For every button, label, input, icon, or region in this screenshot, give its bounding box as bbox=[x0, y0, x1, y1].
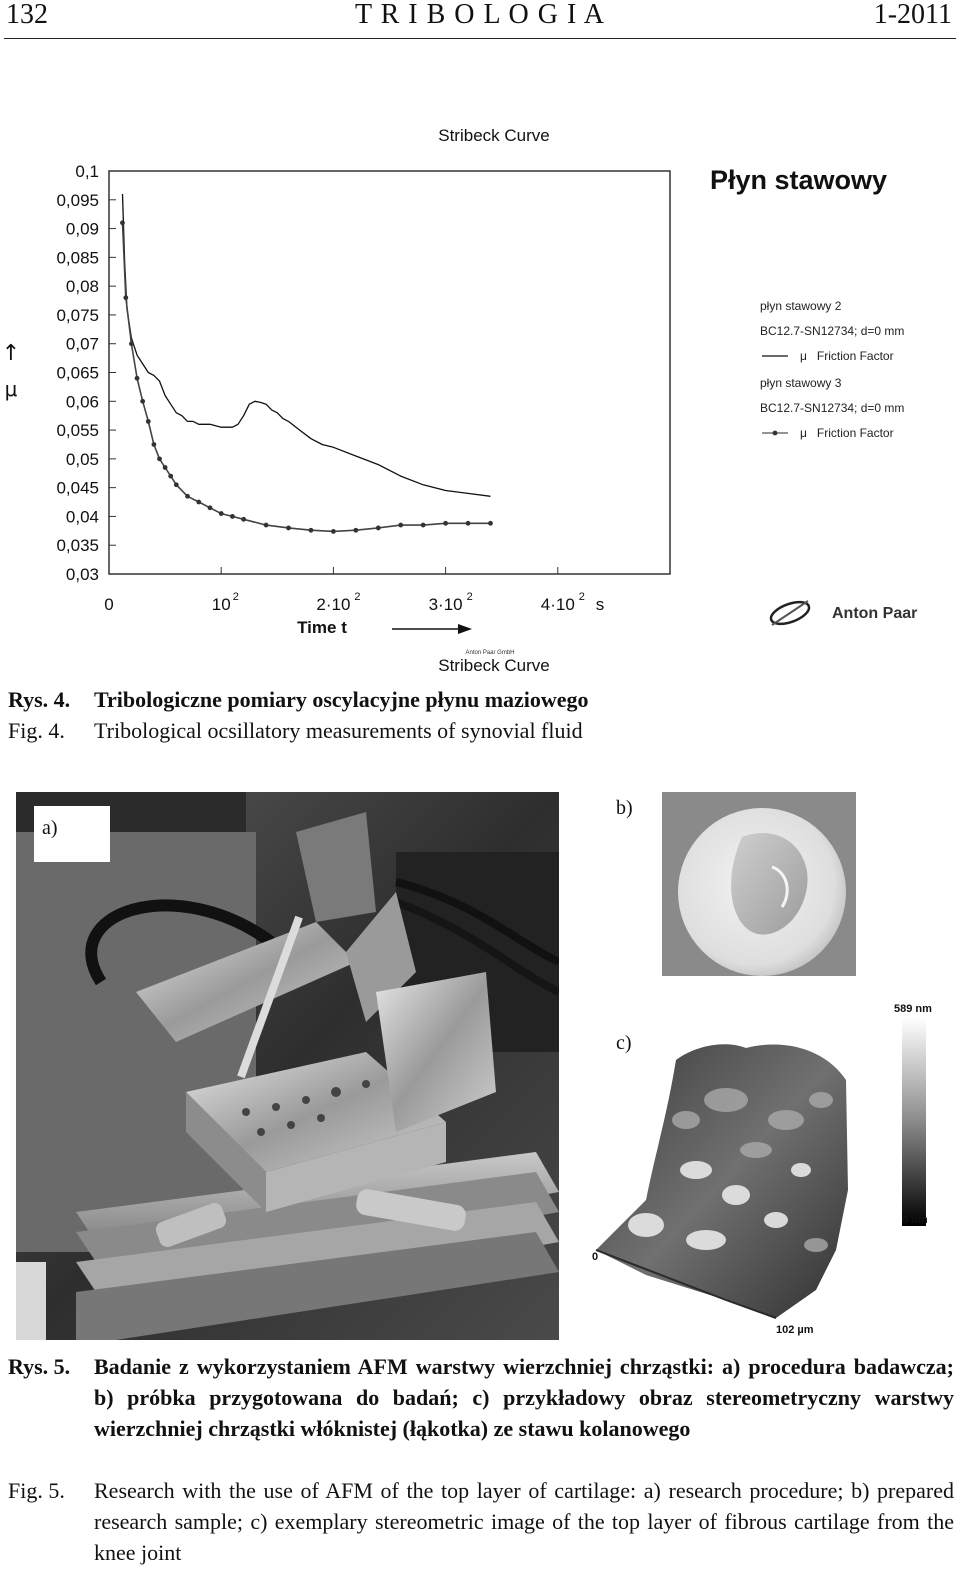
series-2-point bbox=[398, 523, 403, 528]
series-2-point bbox=[168, 474, 173, 479]
series-2-point bbox=[230, 514, 235, 519]
series-2-point bbox=[488, 521, 493, 526]
photo-prepared-sample bbox=[662, 792, 856, 976]
fig4-caption-en-label: Fig. 4. bbox=[8, 718, 65, 743]
legend-series-1-entry: μ Friction Factor bbox=[800, 349, 894, 363]
tribometer-illustration bbox=[16, 792, 559, 1340]
y-axis-arrow: ↑ bbox=[1, 341, 21, 366]
legend-series-2-entry: μ Friction Factor bbox=[800, 426, 894, 440]
header-rule bbox=[4, 38, 956, 39]
series-2-point bbox=[146, 419, 151, 424]
y-tick-label: 0,07 bbox=[65, 334, 99, 354]
fig5-caption-pl-label-text: Rys. 5. bbox=[8, 1354, 71, 1379]
legend-series-2-marker bbox=[773, 431, 778, 436]
stribeck-chart bbox=[0, 110, 960, 680]
legend-series-2-detail: BC12.7-SN12734; d=0 mm bbox=[760, 401, 905, 415]
series-2-point bbox=[196, 500, 201, 505]
legend-series-1-detail: BC12.7-SN12734; d=0 mm bbox=[760, 324, 905, 338]
series-2-point bbox=[309, 528, 314, 533]
series-2-point bbox=[157, 456, 162, 461]
y-tick-label: 0,065 bbox=[56, 363, 99, 383]
fig4-caption-pl-label: Rys. 4. bbox=[8, 687, 71, 712]
series-2-point bbox=[466, 521, 471, 526]
chart-title-bottom: Stribeck Curve bbox=[438, 656, 550, 675]
x-tick-label: 2·10 bbox=[316, 595, 351, 614]
series-2-point bbox=[135, 376, 140, 381]
x-axis-label: Time t bbox=[297, 618, 347, 637]
y-tick-label: 0,095 bbox=[56, 190, 99, 210]
fig5-caption-pl-label bbox=[8, 1351, 70, 1382]
fig4-caption-en bbox=[8, 715, 583, 746]
y-tick-label: 0,03 bbox=[65, 565, 99, 584]
x-tick-exponent: 2 bbox=[578, 591, 585, 603]
afm-stereometric-image bbox=[586, 1000, 956, 1342]
photo-research-procedure bbox=[16, 792, 559, 1340]
series-2-point bbox=[120, 220, 125, 225]
page-header bbox=[0, 0, 960, 40]
series-2-point bbox=[353, 528, 358, 533]
x-tick-label: 3·10 bbox=[428, 595, 463, 614]
legend bbox=[760, 299, 904, 440]
y-tick-label: 0,055 bbox=[56, 421, 99, 441]
fig5-caption-pl-text: Badanie z wykorzystaniem AFM warstwy wierzchniej chrząstki: a) procedura badawcza; b) próbka przygotowana do badań; c) przykładowy obraz stereometryczny warstwy wierzchniej chrząstki włóknistej (łąkotka) ze stawu kolanowego bbox=[94, 1354, 954, 1441]
series-2-point bbox=[241, 517, 246, 522]
series-2-point bbox=[163, 465, 168, 470]
y-axis-ticks bbox=[56, 162, 116, 584]
axis-length-label: 102 µm bbox=[776, 1324, 814, 1336]
x-tick-label: 10 bbox=[211, 595, 231, 614]
plot-frame bbox=[109, 171, 670, 574]
series-2-point bbox=[219, 511, 224, 516]
series-2-point bbox=[286, 526, 291, 531]
x-tick-exponent: 2 bbox=[232, 591, 239, 603]
x-tick-label: 0 bbox=[104, 595, 114, 614]
label-b: b) bbox=[616, 797, 633, 819]
y-axis-label: μ bbox=[4, 377, 18, 401]
x-tick-exponent: 2 bbox=[354, 591, 361, 603]
axis-origin-label: 0 bbox=[592, 1251, 599, 1263]
journal-title: T R I B O L O G I A bbox=[355, 0, 605, 30]
x-axis-unit: s bbox=[595, 595, 605, 614]
fig5-caption-en-label bbox=[8, 1475, 65, 1506]
issue-number: 1-2011 bbox=[873, 0, 952, 30]
series-2-point bbox=[140, 399, 145, 404]
height-scale-bar bbox=[902, 1018, 926, 1226]
page-number: 132 bbox=[6, 0, 48, 30]
legend-title: Płyn stawowy bbox=[710, 165, 888, 195]
series-2-point bbox=[331, 529, 336, 534]
scale-min-label: 0 nm bbox=[902, 1214, 928, 1226]
series-2-point bbox=[421, 523, 426, 528]
brand-name: Anton Paar bbox=[832, 605, 918, 622]
y-tick-label: 0,045 bbox=[56, 478, 99, 498]
y-tick-label: 0,085 bbox=[56, 248, 99, 268]
sample-illustration bbox=[662, 792, 856, 976]
series-2-point bbox=[123, 295, 128, 300]
y-tick-label: 0,06 bbox=[65, 392, 99, 412]
scale-max-label: 589 nm bbox=[894, 1003, 932, 1015]
label-a: a) bbox=[34, 806, 110, 862]
chart-title: Stribeck Curve bbox=[438, 126, 550, 145]
plot-area bbox=[56, 162, 670, 614]
fig5-caption-en-text: Research with the use of AFM of the top layer of cartilage: a) research procedure; b) prepared research sample; c) exemplary stereometric image of the top layer of fibrous cartilage from the knee joint bbox=[94, 1478, 954, 1565]
series-2-point bbox=[151, 442, 156, 447]
x-tick-label: 4·10 bbox=[540, 595, 575, 614]
series-group bbox=[120, 194, 493, 534]
series-2-point bbox=[174, 482, 179, 487]
legend-series-1-name: płyn stawowy 2 bbox=[760, 299, 842, 313]
time-arrow bbox=[392, 624, 472, 634]
series-2-point bbox=[129, 341, 134, 346]
afm-surface bbox=[596, 1044, 848, 1318]
fig4-caption-en-text: Tribological ocsillatory measurements of synovial fluid bbox=[94, 718, 583, 743]
y-tick-label: 0,075 bbox=[56, 305, 99, 325]
series-2-point bbox=[376, 526, 381, 531]
y-tick-label: 0,09 bbox=[65, 219, 99, 239]
fig4-caption-pl bbox=[8, 684, 589, 715]
y-tick-label: 0,08 bbox=[65, 277, 99, 297]
series-2-point bbox=[443, 521, 448, 526]
y-tick-label: 0,05 bbox=[65, 449, 99, 469]
label-c: c) bbox=[616, 1032, 632, 1054]
series-2-point bbox=[264, 523, 269, 528]
y-tick-label: 0,04 bbox=[65, 507, 99, 527]
x-tick-exponent: 2 bbox=[466, 591, 473, 603]
series-2-point bbox=[185, 494, 190, 499]
anton-paar-logo bbox=[768, 598, 917, 629]
watermark-text: Anton Paar GmbH bbox=[465, 650, 515, 656]
y-tick-label: 0,035 bbox=[56, 536, 99, 556]
series-2-point bbox=[208, 505, 213, 510]
fig4-caption-pl-text: Tribologiczne pomiary oscylacyjne płynu maziowego bbox=[94, 687, 589, 712]
series-line-1 bbox=[123, 194, 491, 496]
y-tick-label: 0,1 bbox=[75, 162, 99, 181]
legend-series-2-name: płyn stawowy 3 bbox=[760, 376, 842, 390]
fig5-caption-en-label-text: Fig. 5. bbox=[8, 1478, 65, 1503]
